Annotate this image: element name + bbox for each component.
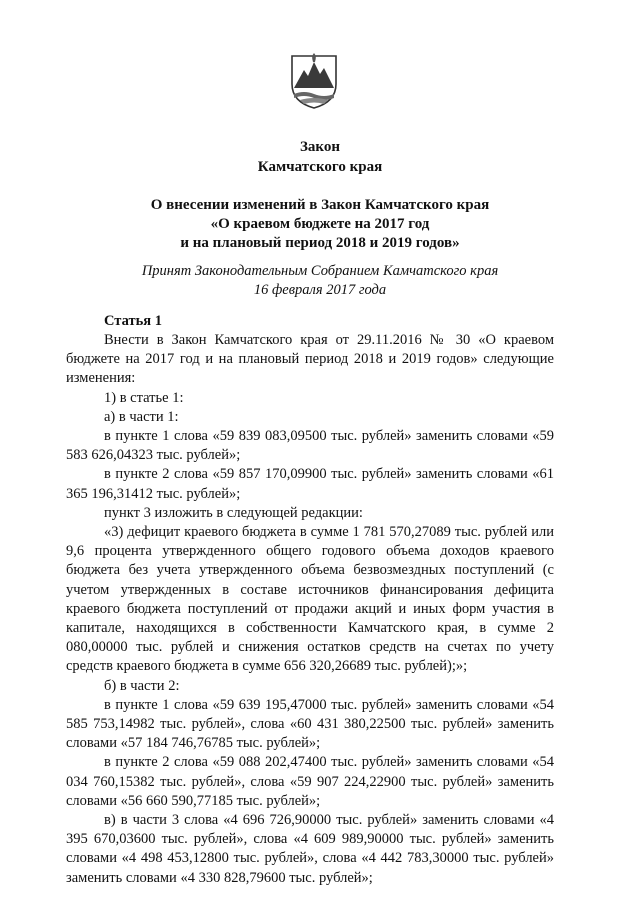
law-subtitle-line-3: и на плановый период 2018 и 2019 годов»	[180, 235, 460, 251]
article-paragraph: Внести в Закон Камчатского края от 29.11.2016 № 30 «О краевом бюджете на 2017 год и на плановый период 2018 и 2019 годов» следующие изменения:	[66, 332, 554, 387]
law-region: Камчатского края	[257, 159, 383, 175]
article-paragraph: «3) дефицит краевого бюджета в сумме 1 781 570,27089 тыс. рублей или 9,6 процента утвержденного общего годового объема доходов краевого бюджета без учета утвержденного объема безвозмездных поступлений (с учетом утвержденных в составе источников финансирования дефицита краевого бюджета поступлений от продажи акций и иных форм участия в капитале, находящихся в собственности Камчатского края, в сумме 2 080,00000 тыс. рублей и снижения остатков средств на счетах по учету средств краевого бюджета в сумме 656 320,26689 тыс. рублей);»;	[66, 524, 554, 675]
article-paragraph: а) в части 1:	[104, 408, 179, 425]
law-subtitle-line-1: О внесении изменений в Закон Камчатского края	[150, 197, 490, 213]
article-heading: Статья 1	[104, 313, 162, 329]
article-paragraph: 1) в статье 1:	[104, 389, 184, 406]
article-paragraph: б) в части 2:	[104, 677, 180, 694]
adoption-date: 16 февраля 2017 года	[253, 282, 387, 298]
adopted-by: Принят Законодательным Собранием Камчатского края	[141, 263, 499, 279]
law-title: Закон	[299, 139, 340, 155]
article-paragraph: в пункте 1 слова «59 639 195,47000 тыс. рублей» заменить словами «54 585 753,14982 тыс. рублей», слова «60 431 380,22500 тыс. рублей» заменить словами «57 184 746,76785 тыс. рублей»;	[66, 696, 554, 752]
article-paragraph: в) в части 3 слова «4 696 726,90000 тыс. рублей» заменить словами «4 395 670,03600 тыс. рублей», слова «4 609 989,90000 тыс. рублей» заменить словами «4 498 453,12800 тыс. рублей», слова «4 442 783,30000 тыс. рублей» заменить словами «4 330 828,79600 тыс. рублей»;	[66, 812, 554, 886]
article-paragraph: в пункте 1 слова «59 839 083,09500 тыс. рублей» заменить словами «59 583 626,04323 тыс. рублей»;	[66, 428, 554, 464]
kamchatka-coat-of-arms-icon	[284, 50, 344, 110]
article-paragraph: в пункте 2 слова «59 088 202,47400 тыс. рублей» заменить словами «54 034 760,15382 тыс. рублей», слова «59 907 224,22900 тыс. рублей» заменить словами «56 660 590,77185 тыс. рублей»;	[66, 754, 554, 809]
article-paragraph: пункт 3 изложить в следующей редакции:	[104, 504, 363, 521]
article-paragraph: в пункте 2 слова «59 857 170,09900 тыс. рублей» заменить словами «61 365 196,31412 тыс. рублей»;	[66, 466, 554, 502]
law-subtitle-line-2: «О краевом бюджете на 2017 год	[210, 216, 430, 232]
article-body	[66, 331, 554, 888]
